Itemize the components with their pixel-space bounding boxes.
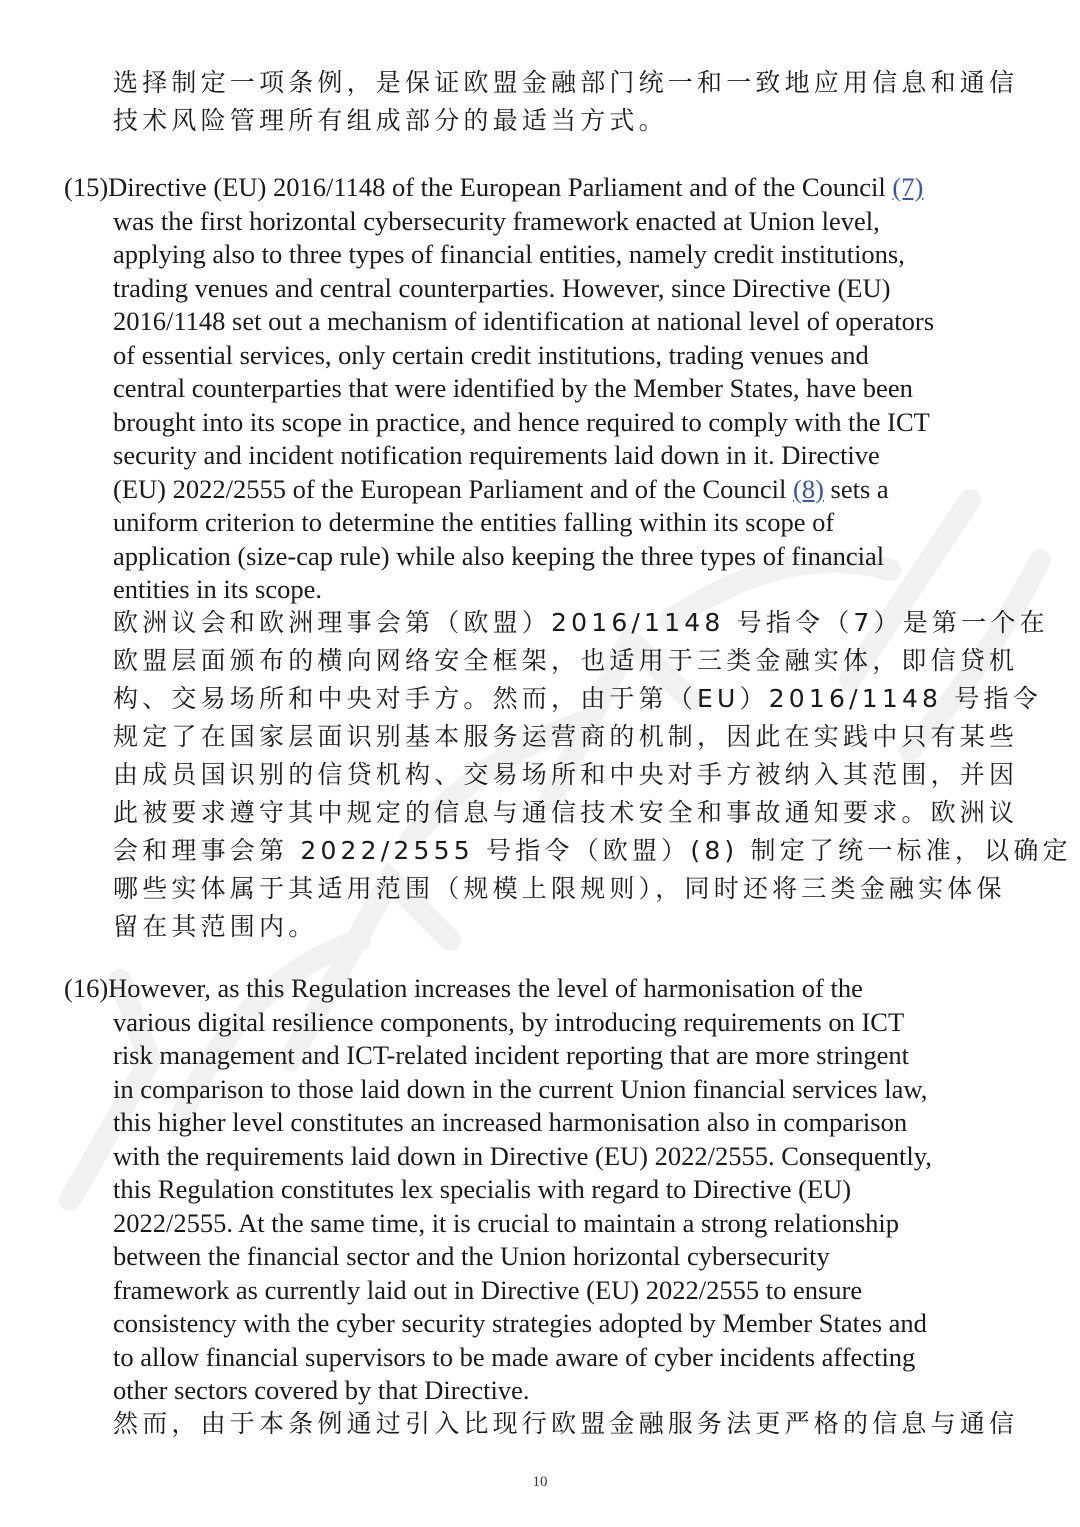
p16-en-line: consistency with the cyber security strategies adopted by Member States and [113,1308,927,1338]
p15-en-text: (EU) 2022/2555 of the European Parliament and of the Council [113,473,793,504]
p15-en-line: trading venues and central counterparties. However, since Directive (EU) [113,272,891,303]
p15-zh-line: 构、交易场所和中央对手方。然而，由于第（EU）2016/1148 号指令 [113,684,1042,713]
p15-en-line: of essential services, only certain credit institutions, trading venues and [113,339,869,370]
p15-en-line: application (size-cap rule) while also keeping the three types of financial [113,540,885,571]
p16-en-line: in comparison to those laid down in the current Union financial services law, [113,1073,928,1104]
p16-en-line: this higher level constitutes an increased harmonisation also in comparison [113,1107,908,1137]
p15-en-line: entities in its scope. [113,574,323,604]
p15-zh-line: 哪些实体属于其适用范围（规模上限规则），同时还将三类金融实体保 [113,874,1006,903]
p16-en-line: various digital resilience components, by introducing requirements on ICT [113,1006,905,1037]
footnote-link-8[interactable]: (8) [793,473,824,504]
p16-en-line: other sectors covered by that Directive. [113,1375,530,1405]
p15-zh-line: 由成员国识别的信贷机构、交易场所和中央对手方被纳入其范围，并因 [113,760,1019,789]
p16-en-line: framework as currently laid out in Directive (EU) 2022/2555 to ensure [113,1274,863,1305]
p15-zh-line: 欧洲议会和欧洲理事会第（欧盟）2016/1148 号指令（7）是第一个在 [113,608,1049,637]
p15-en-line-ref8 [113,472,889,506]
p15-en-line: uniform criterion to determine the entities falling within its scope of [113,507,835,537]
p16-number: (16) [64,973,109,1003]
p15-number: (15) [64,172,109,202]
p16-en-line: risk management and ICT-related incident reporting that are more stringent [113,1040,909,1070]
footnote-link-7[interactable]: (7) [892,172,924,202]
p15-en-line: security and incident notification requirements laid down in it. Directive [113,440,880,470]
p16-en-text: However, as this Regulation increases the level of harmonisation of the [108,973,863,1003]
p15-en-line: brought into its scope in practice, and hence required to comply with the ICT [113,406,930,437]
p15-en-text: sets a [823,473,889,504]
p15-en-text: Directive (EU) 2016/1148 of the European Parliament and of the Council [108,172,893,202]
p15-zh-line: 会和理事会第 2022/2555 号指令（欧盟）(8) 制定了统一标准，以确定 [113,836,1072,865]
p16-en-line: this Regulation constitutes lex specialis with regard to Directive (EU) [113,1174,852,1204]
intro-zh-line: 技术风险管理所有组成部分的最适当方式。 [113,106,668,135]
p15-zh-line: 此被要求遵守其中规定的信息与通信技术安全和事故通知要求。欧洲议 [113,798,1019,827]
p15-en-line: 2016/1148 set out a mechanism of identification at national level of operators [113,306,935,336]
p16-en-line-first [64,971,863,1005]
p15-en-line: central counterparties that were identified by the Member States, have been [113,373,913,403]
p15-zh-line: 留在其范围内。 [113,912,318,941]
p16-en-line: between the financial sector and the Union horizontal cybersecurity [113,1241,830,1271]
p16-en-line: 2022/2555. At the same time, it is crucial to maintain a strong relationship [113,1207,900,1238]
p15-en-line: was the first horizontal cybersecurity framework enacted at Union level, [113,205,880,236]
page-number: 10 [532,1474,548,1490]
p16-en-line: with the requirements laid down in Directive (EU) 2022/2555. Consequently, [113,1140,932,1171]
p16-en-line: to allow financial supervisors to be made aware of cyber incidents affecting [113,1341,916,1372]
p15-en-line-first [64,170,923,204]
p15-zh-line: 欧盟层面颁布的横向网络安全框架，也适用于三类金融实体，即信贷机 [113,646,1019,675]
intro-zh-line: 选择制定一项条例，是保证欧盟金融部门统一和一致地应用信息和通信 [113,68,1019,97]
p16-zh-line: 然而，由于本条例通过引入比现行欧盟金融服务法更严格的信息与通信 [113,1409,1019,1438]
p15-zh-line: 规定了在国家层面识别基本服务运营商的机制，因此在实践中只有某些 [113,722,1019,751]
p15-en-line: applying also to three types of financial entities, namely credit institutions, [113,239,905,269]
